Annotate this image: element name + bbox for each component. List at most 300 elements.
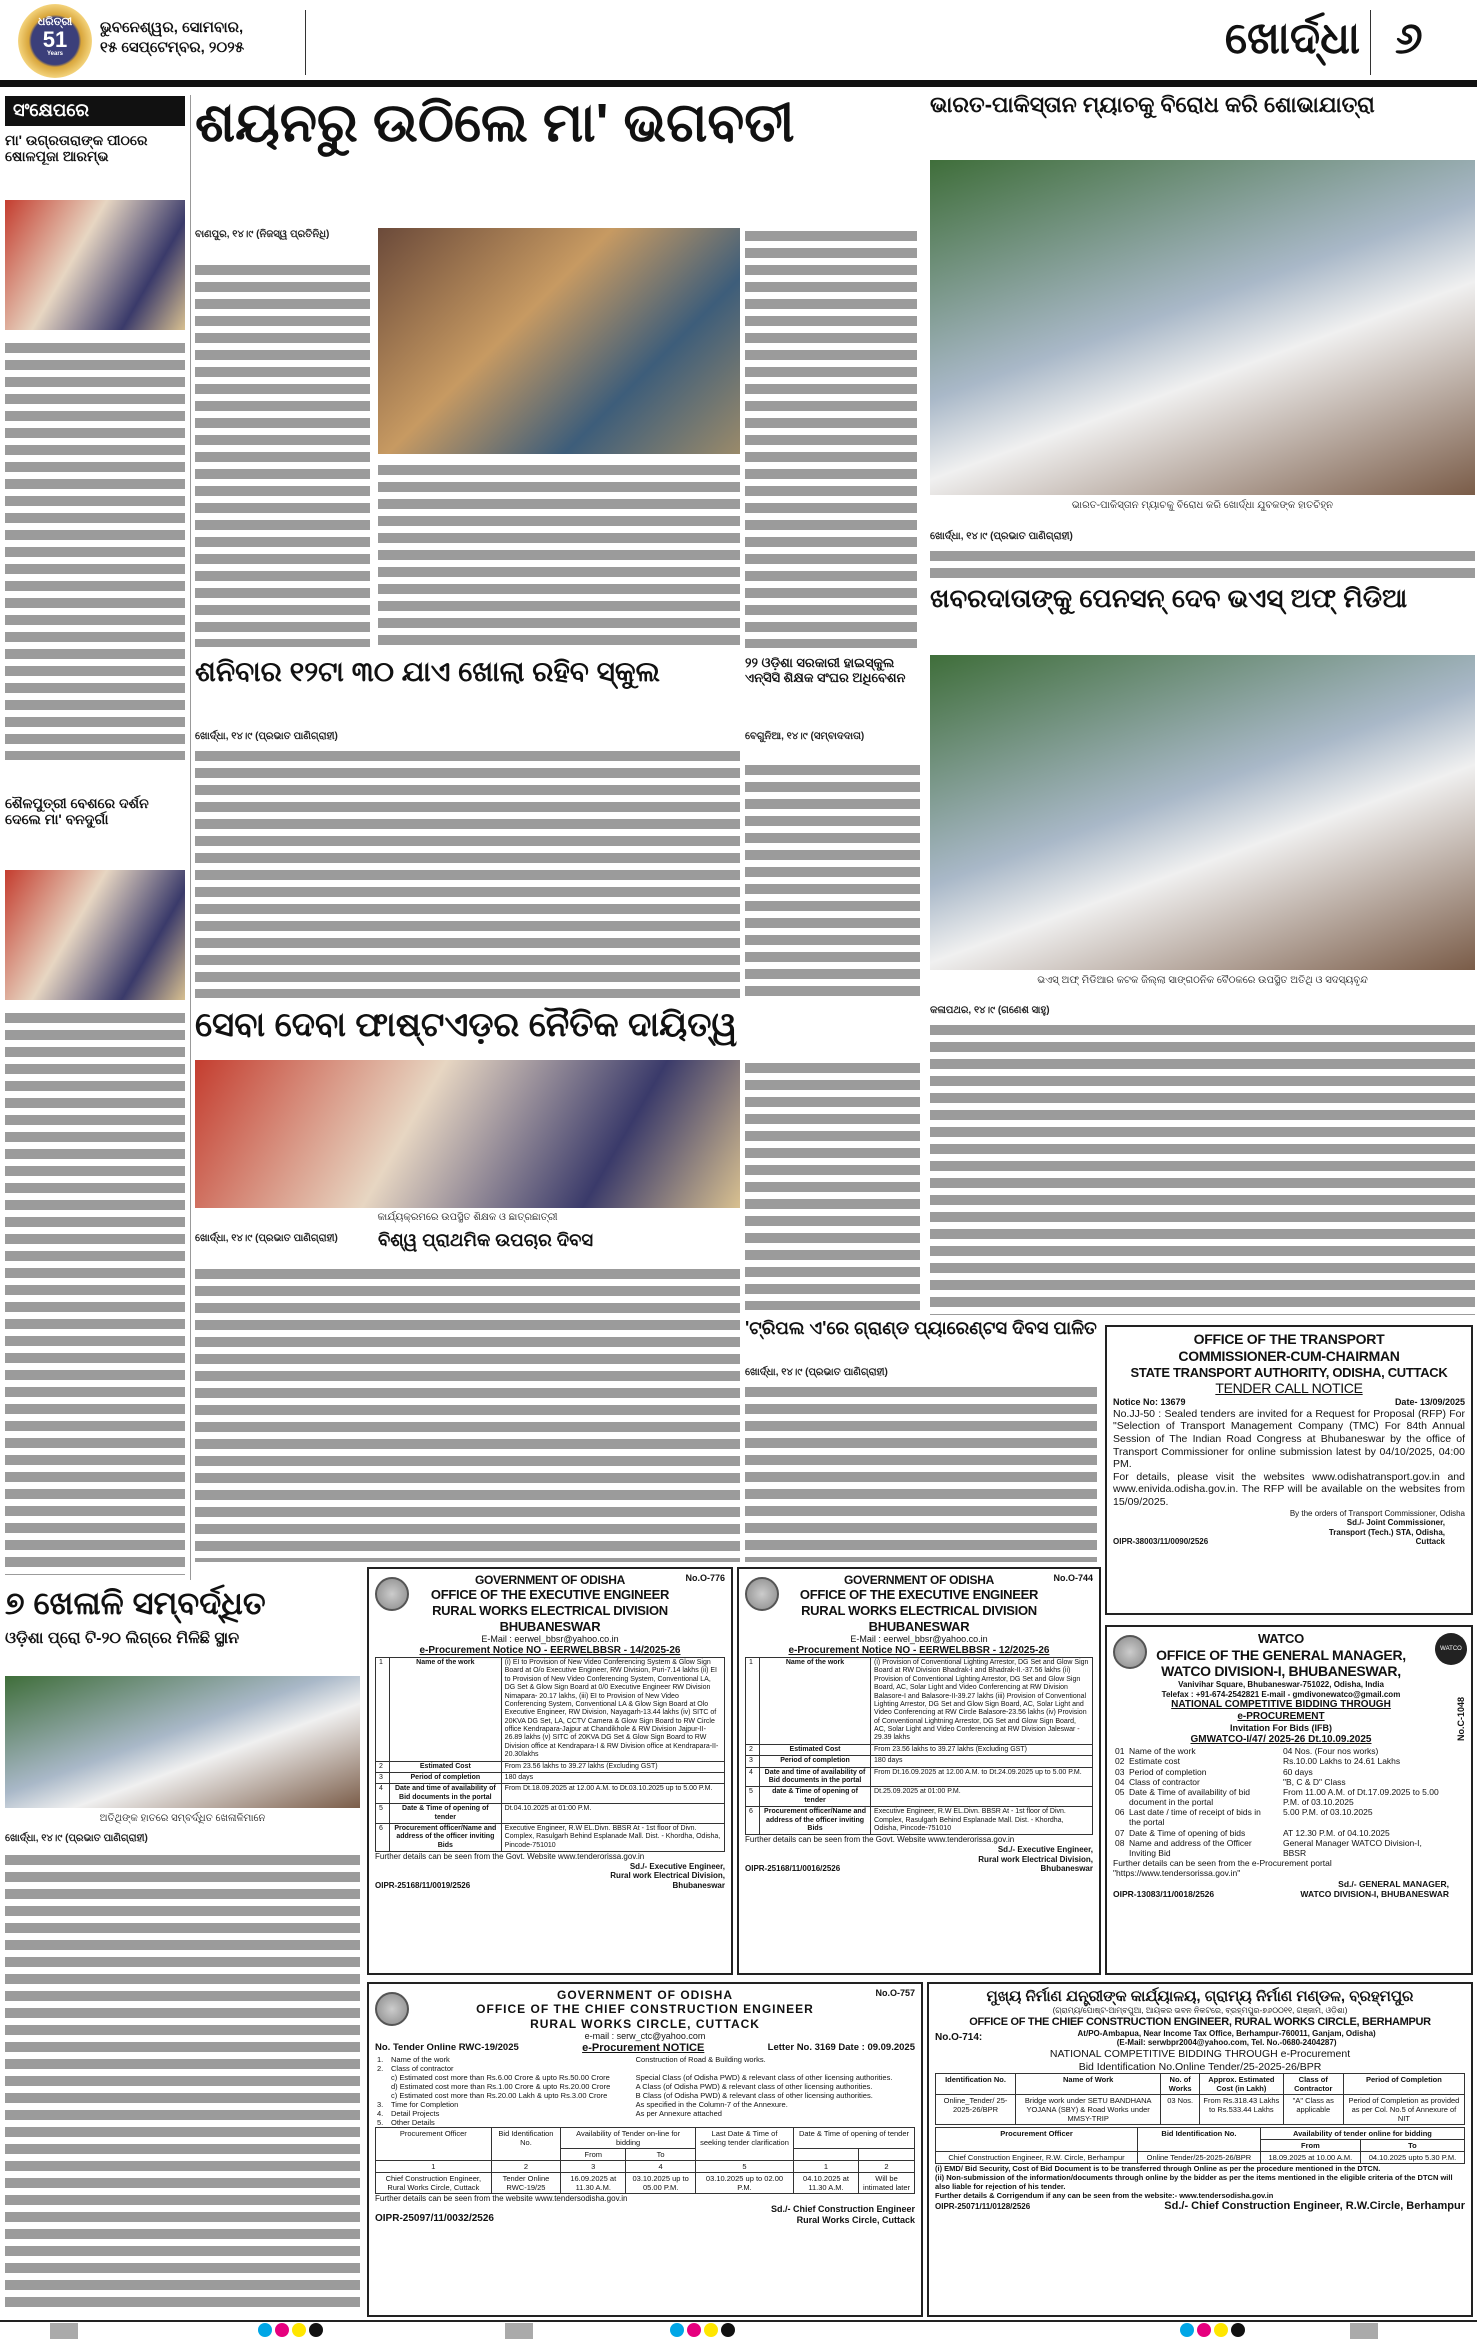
firstaid-headline: ସେବା ଦେବା ଫାଷ୍ଟଏଡ଼ର ନୈତିକ ଦାୟିତ୍ୱ (195, 1006, 738, 1044)
td: 1 (376, 2161, 492, 2173)
table-cell: 1 (376, 1657, 390, 1761)
table-row (1113, 1746, 1449, 1756)
table-cell: Date & Time of availability of bid document in the portal (1129, 1786, 1250, 1808)
notice-details: For details, please visit the websites www.odishatransport.gov.in and www.enivida.odisha.gov.in. The RFP will be available on the websites from 15/09/2025. (1113, 1470, 1465, 1508)
color-registration-marks (258, 2323, 326, 2342)
table-cell: Estimate cost (1129, 1756, 1181, 1767)
school-dateline: ଖୋର୍ଦ୍ଧା, ୧୪।୯ (ପ୍ରଭାତ ପାଣିଗ୍ରାହୀ) (195, 731, 338, 742)
table-cell: 08 (1115, 1837, 1125, 1848)
ad-title: OFFICE OF THE EXECUTIVE ENGINEER (430, 1587, 670, 1603)
players-subhead: ଓଡ଼ିଶା ପ୍ରୋ ଟି-୨୦ ଲିଗ୍‌ରେ ମିଳିଛି ସ୍ଥାନ (5, 1630, 240, 1647)
pension-dateline: କଳାପଥର, ୧୪।୯ (ଗଣେଶ ସାହୁ) (930, 1005, 1050, 1016)
table-cell: 5 (746, 1787, 760, 1807)
td: 04.10.2025 upto 5.30 P.M. (1360, 2152, 1464, 2164)
notice-body: No.JJ-50 : Sealed tenders are invited for a Request for Proposal (RFP) For "Selection of Transport Management Company (TMC) For 84th Annual Session of The Indian Road Congress at Bhubaneswar by the office of Transport Commissioner for online submission latest by 04/10/2025, 04:00 PM. (1113, 1407, 1465, 1471)
magenta-dot (687, 2323, 701, 2337)
table-cell: 07 (1115, 1827, 1125, 1838)
ad-further: Further details can be seen from the Govt. Website www.tenderorissa.gov.in (375, 1852, 645, 1862)
letter-no: Letter No. 3169 Date : 09.09.2025 (767, 2041, 915, 2053)
th: From (561, 2149, 626, 2161)
td: 03.10.2025 up to 02.00 P.M. (696, 2173, 794, 2194)
grandparents-headline: 'ଟ୍ରିପଲ ଏ'ରେ ଗ୍ରାଣ୍ଡ ପ୍ୟାରେଣ୍ଟସ ଦିବସ ପାଳିତ (745, 1318, 1097, 1338)
table-cell: From Dt.18.09.2025 at 12.00 A.M. to Dt.03.10.2025 up to 5.00 P.M. (501, 1784, 724, 1804)
ad-list (1113, 1746, 1449, 1858)
table-cell: 01 (1115, 1746, 1125, 1757)
td (859, 2149, 915, 2161)
logo-text: ଧରିତ୍ରୀ (37, 16, 73, 28)
td: Bridge work under SETU BANDHANA YOJANA (SBY) & Road Works under MMSY-TRIP (1016, 2095, 1161, 2125)
ad-title: RURAL WORKS CIRCLE, CUTTACK (530, 2016, 760, 2031)
rwed-tender-ad-14 (367, 1567, 733, 1975)
table-cell: 3. (377, 2100, 384, 2110)
ad-address: Vanivihar Square, Bhubaneswar-751022, Odisha, India (1178, 1680, 1384, 1690)
th: Name of Work (1016, 2074, 1161, 2095)
ad-title: RURAL WORKS ELECTRICAL DIVISION (432, 1602, 668, 1618)
td: Will be intimated later (859, 2173, 915, 2194)
masthead-rule (0, 80, 1477, 87)
ad-no: No.O-744 (1053, 1573, 1093, 1583)
main-body-col3 (745, 228, 917, 648)
main-body-col2 (378, 462, 740, 647)
table-cell: Estimated Cost (390, 1761, 502, 1772)
table-cell: 2 (376, 1761, 390, 1772)
table-cell: 5 (376, 1804, 390, 1824)
ad-further: Further details can be seen from the website www.tendersodisha.gov.in (375, 2194, 628, 2204)
players-dateline: ଖୋର୍ଦ୍ଧା, ୧୪।୯ (ପ୍ରଭାତ ପାଣିଗ୍ରାହୀ) (5, 1833, 148, 1844)
players-headline: ୭ ଖେଳାଳି ସମ୍ବର୍ଦ୍ଧିତ (5, 1585, 266, 1621)
notice-orders: By the orders of Transport Commissioner, Odisha (1289, 1508, 1465, 1518)
magenta-dot (1197, 2323, 1211, 2337)
teachers-dateline: ବେଗୁନିଆ, ୧୪।୯ (ସମ୍ବାଦଦାତା) (745, 731, 865, 742)
brief-item-1-title: ମା' ଉଗ୍ରତାରାଙ୍କ ପୀଠରେ ଷୋଳପୂଜା ଆରମ୍ଭ (5, 132, 148, 165)
td: 3 (561, 2161, 626, 2173)
table-cell: Name and address of the Officer Inviting Bid (1129, 1837, 1252, 1859)
td: 1 (793, 2161, 858, 2173)
ad-ncb: NATIONAL COMPETITIVE BIDDING THROUGH (1171, 1699, 1391, 1711)
ad-title: OFFICE OF THE EXECUTIVE ENGINEER (799, 1587, 1039, 1603)
signature: Rural work Electrical Division, (978, 1854, 1093, 1864)
table-cell: c) Estimated cost more than Rs.6.00 Crore & upto Rs.50.00 Crore (391, 2073, 610, 2083)
table-cell: 04 Nos. (Four nos works) (1282, 1746, 1379, 1757)
table-cell: Class of contractor (391, 2064, 454, 2074)
table-row (376, 1804, 725, 1824)
school-body (195, 748, 740, 998)
opening-table (375, 2127, 915, 2194)
ad-email: E-Mail : eerwel_bbsr@yahoo.co.in (850, 1634, 988, 1645)
odisha-emblem-icon (375, 1577, 409, 1611)
td: 16.09.2025 at 11.30 A.M. (561, 2173, 626, 2194)
ad-notice: e-Procurement NOTICE (582, 2041, 705, 2054)
table-cell: Name of the work (391, 2055, 450, 2065)
players-caption: ଅତିଥିଙ୍କ ହାତରେ ସମ୍ବର୍ଦ୍ଧିତ ଖେଳାଳିମାନେ (99, 1813, 266, 1824)
table-cell: Dt.25.09.2025 at 01:00 P.M. (871, 1787, 1093, 1807)
cce-berhampur-tender-ad (927, 1982, 1473, 2317)
ad-no: No.O-776 (685, 1573, 725, 1583)
ad-title: STATE TRANSPORT AUTHORITY, ODISHA, CUTTACK (1130, 1364, 1448, 1380)
table-cell (630, 2118, 915, 2127)
ad-odia-title: ମୁଖ୍ୟ ନିର୍ମାଣ ଯନ୍ତ୍ରୀଙ୍କ କାର୍ଯ୍ୟାଳୟ, ଗ୍ରାମ୍ୟ ନିର୍ମାଣ ମଣ୍ଡଳ, ବ୍ରହ୍ମପୁର (986, 1988, 1414, 2005)
yellow-dot (292, 2323, 306, 2337)
table-cell: Date & Time of opening of bids (1129, 1827, 1246, 1838)
th: Bid Identification No. (1137, 2128, 1260, 2152)
table-cell: Estimated Cost (760, 1744, 871, 1755)
table-cell: Name of the work (390, 1657, 502, 1761)
table-row (1113, 1777, 1449, 1787)
brief-item-2-body (5, 1010, 185, 1575)
grandparents-body (745, 1384, 1097, 1562)
td: Chief Construction Engineer, Rural Works Circle, Cuttack (376, 2173, 492, 2194)
table-cell: date & Time of opening of tender (760, 1787, 871, 1807)
table-cell: Last date / time of receipt of bids in the portal (1129, 1807, 1261, 1828)
table-cell: 3 (746, 1756, 760, 1767)
oipr-number: OIPR-25071/11/0128/2526 (935, 2202, 1031, 2212)
ad-notice: e-Procurement Notice NO - EERWELBBSR - 12/2025-26 (788, 1644, 1050, 1656)
players-photo (5, 1676, 360, 1808)
signature: Sd./- Executive Engineer, (629, 1861, 725, 1871)
signature: Bhubaneswar (1040, 1864, 1093, 1874)
table-cell: B Class (of Odisha PWD) & relevant class of other licensing authorities. (635, 2091, 873, 2101)
td: Tender Online RWC-19/25 (491, 2173, 561, 2194)
ad-ifb: Invitation For Bids (IFB) (1230, 1723, 1332, 1734)
pension-headline: ଖବରଦାତାଙ୍କୁ ପେନସନ୍ ଦେବ ଭଏସ୍ ଅଫ୍ ମିଡିଆ (930, 583, 1408, 613)
table-cell: 5.00 P.M. of 03.10.2025 (1282, 1807, 1373, 1818)
signature: Cuttack (1415, 1537, 1445, 1547)
procession-body (930, 548, 1475, 578)
notice-no: Notice No: 13679 (1113, 1396, 1186, 1407)
school-headline: ଶନିବାର ୧୨ଟା ୩୦ ଯାଏ ଖୋଲା ରହିବ ସ୍କୁଲ (195, 656, 660, 687)
ad-title: GOVERNMENT OF ODISHA (843, 1573, 994, 1587)
table-cell: AT 12.30 P.M. of 04.10.2025 (1282, 1827, 1390, 1838)
table-cell: Executive Engineer, R.W EL.Divn. BBSR At - 1st floor of Divn. Complex, Rasulgarh Behind Esplanade Mall. Dist. - Khordha, Odisha, Pincode-751010 (501, 1824, 724, 1852)
td: Online_Tender/ 25-2025-26/BPR (936, 2095, 1016, 2125)
table-cell: c) Estimated cost more than Rs.20.00 Lakh & upto Rs.3.00 Crore (391, 2091, 608, 2101)
table-row (375, 2082, 915, 2091)
black-dot (721, 2323, 735, 2337)
firstaid-body-right (745, 1060, 920, 1310)
table-cell: Construction of Road & Building works. (635, 2055, 766, 2065)
odisha-emblem-icon (1113, 1635, 1147, 1669)
th: Approx. Estimated Cost (in Lakh) (1200, 2074, 1284, 2095)
work-table (935, 2073, 1465, 2125)
table-row (375, 2055, 915, 2064)
table-cell: 04 (1115, 1776, 1125, 1787)
table-cell (375, 2073, 389, 2082)
table-cell: Period of completion (1129, 1766, 1207, 1777)
table-cell: 2 (746, 1744, 760, 1755)
bid-table (935, 2127, 1465, 2164)
oipr-number: OIPR-25097/11/0032/2526 (375, 2213, 494, 2225)
table-cell: Detail Projects (391, 2109, 440, 2119)
table-cell: (i) Provision of Conventional Lighting Arrestor, DG Set and Glow Sign Board at RW Division Bhadrak-I and Bhadrak-II.-37.56 lakhs (ii) Provision of Conventional Lighting Arrestor, DG Set and Glow Sign Board, AC, Solar Light and Video Conferencing at RW Division Balasore-I and Balasore-II-39.27 lakhs (iii) Provision of Conventional Lighting Arrestor, DG Set and Glow Sign Board, AC, Solar Light and Video Conferencing at RW Circle Balasore-23.56 lakhs (iv) Provision of Conventional Lightning Arrestor, DG Set and Glow Sign Board, AC, Solar Light and Video Conferencing at RW Division Jaleswar - 29.39 lakhs (871, 1657, 1093, 1744)
ad-email: E-Mail : eerwel_bbsr@yahoo.co.in (481, 1634, 619, 1645)
oipr-number: OIPR-25168/11/0016/2526 (745, 1864, 841, 1874)
table-row (746, 1787, 1093, 1807)
table-cell: From 11.00 A.M. of Dt.17.09.2025 to 5.00 P.M. of 03.10.2025 (1282, 1786, 1439, 1808)
ad-title: OFFICE OF THE CHIEF CONSTRUCTION ENGINEER (476, 2002, 814, 2017)
table-cell: A Class (of Odisha PWD) & relevant class of other licensing authorities. (635, 2082, 873, 2092)
page-number: ୬ (1395, 14, 1423, 63)
td (793, 2149, 858, 2161)
table-row (746, 1807, 1093, 1835)
firstaid-photo (195, 1060, 740, 1208)
firstaid-subhead: ବିଶ୍ୱ ପ୍ରାଥମିକ ଉପଚାର ଦିବସ (378, 1230, 594, 1250)
pension-caption: ଭଏସ୍ ଅଫ୍ ମିଡିଆର କଟକ ଜିଲ୍ଲା ସାଙ୍ଗଠନିକ ବୈଠକରେ ଉପସ୍ଥିତ ଅତିଥି ଓ ସଦସ୍ୟବୃନ୍ଦ (1037, 975, 1368, 986)
table-cell: Rs.10.00 Lakhs to 24.61 Lakhs (1282, 1756, 1401, 1767)
tender-no: No. Tender Online RWC-19/2025 (375, 2041, 519, 2053)
table-row (375, 2073, 915, 2082)
ad-list (375, 2055, 915, 2127)
table-cell: From Dt.16.09.2025 at 12.00 A.M. to Dt.24.09.2025 up to 5.00 P.M. (871, 1767, 1093, 1787)
ad-further: Further details can be seen from the Govt. Website www.tenderorissa.gov.in (745, 1835, 1015, 1845)
table-row (376, 1773, 725, 1784)
masthead-date (100, 18, 300, 59)
ad-title: WATCO (1258, 1631, 1304, 1646)
signature: Rural work Electrical Division, (610, 1871, 725, 1881)
th: Last Date & Time of seeking tender clarification (696, 2128, 794, 2161)
signature: Sd./- GENERAL MANAGER, (1338, 1878, 1449, 1889)
signature: Rural Works Circle, Cuttack (796, 2214, 915, 2225)
firstaid-body (195, 1266, 740, 1562)
th: No. of Works (1161, 2074, 1200, 2095)
ad-odia-address: (ଗ୍ରାମ୍ୟ/ପୋଷ୍ଟ-ଆମ୍ବପୁଆ, ଆୟକର ଭବନ ନିକଟରେ, ବ୍ରହ୍ମପୁର-୭୬୦୦୧୧, ଗଞ୍ଜାମ, ଓଡ଼ିଶା) (1052, 2006, 1348, 2015)
logo-sub: Years (46, 51, 64, 57)
procession-dateline: ଖୋର୍ଦ୍ଧା, ୧୪।୯ (ପ୍ରଭାତ ପାଣିଗ୍ରାହୀ) (930, 531, 1073, 542)
date-line-1: ଭୁବନେଶ୍ୱର, ସୋମବାର, (100, 19, 244, 36)
signature: Transport (Tech.) STA, Odisha, (1328, 1527, 1445, 1537)
ad-title: BHUBANESWAR (868, 1618, 970, 1634)
signature: Sd./- Joint Commissioner, (1346, 1518, 1445, 1528)
color-registration-marks (670, 2323, 738, 2342)
th: To (1360, 2140, 1464, 2152)
print-mark (505, 2323, 533, 2339)
table-cell: 6 (746, 1807, 760, 1835)
signature: Sd./- Executive Engineer, (997, 1844, 1093, 1854)
td: 2 (859, 2161, 915, 2173)
brief-photo-2 (5, 870, 185, 1000)
ad-title: WATCO DIVISION-I, BHUBANESWAR, (1161, 1663, 1401, 1680)
yellow-dot (1214, 2323, 1228, 2337)
table-row (376, 1657, 725, 1761)
ad-eproc: e-PROCUREMENT (1237, 1711, 1325, 1723)
grandparents-dateline: ଖୋର୍ଦ୍ଧା, ୧୪।୯ (ପ୍ରଭାତ ପାଣିଗ୍ରାହୀ) (745, 1367, 888, 1378)
main-temple-photo (378, 228, 740, 454)
th: Class of Contractor (1283, 2074, 1343, 2095)
ad-title: OFFICE OF THE CHIEF CONSTRUCTION ENGINEER, RURAL WORKS CIRCLE, BERHAMPUR (969, 2015, 1431, 2028)
procession-caption: ଭାରତ-ପାକିସ୍ତାନ ମ୍ୟାଚକୁ ବିରୋଧ କରି ଖୋର୍ଦ୍ଧା ଯୁବକଙ୍କ ହାତଚିହ୍ନ (1071, 500, 1334, 511)
ad-note: Further details & Corrigendum if any can be seen from the website:- www.tendersodisha.gov.in (935, 2191, 1274, 2201)
table-cell: 4 (376, 1784, 390, 1804)
section-name: ଖୋର୍ଦ୍ଧା (1224, 14, 1360, 63)
td: 03.10.2025 up to 05.00 P.M. (626, 2173, 696, 2194)
ad-title: OFFICE OF THE TRANSPORT (1193, 1331, 1385, 1347)
table-row (375, 2100, 915, 2109)
ad-email: e-mail : serw_ctc@yahoo.com (584, 2031, 706, 2042)
table-row (746, 1767, 1093, 1787)
cyan-dot (258, 2323, 272, 2337)
th: Period of Completion (1343, 2074, 1464, 2095)
ad-title: GOVERNMENT OF ODISHA (556, 1988, 733, 2002)
color-registration-marks (1180, 2323, 1248, 2342)
th: Availability of Tender on-line for bidding (561, 2128, 696, 2149)
ad-title: BHUBANESWAR (499, 1618, 601, 1634)
signature: Sd./- Chief Construction Engineer, R.W.Circle, Berhampur (1164, 2200, 1465, 2213)
brief-item-1-body (5, 340, 185, 760)
table-cell: 5. (377, 2118, 384, 2128)
table-row (375, 2118, 915, 2127)
th: Availability of tender online for bidding (1260, 2128, 1464, 2140)
table-cell: 180 days (501, 1773, 724, 1784)
magenta-dot (275, 2323, 289, 2337)
oipr-number: OIPR-25168/11/0019/2526 (375, 1880, 471, 1890)
table-cell: 4. (377, 2109, 384, 2119)
table-cell: 02 (1115, 1756, 1125, 1767)
teachers-body (745, 762, 920, 1000)
ad-telefax: Telefax : +91-674-2542821 E-mail - gmdivonewatco@gmail.com (1161, 1689, 1401, 1699)
ad-bid-id: Bid Identification No.Online Tender/25-2025-26/BPR (1078, 2060, 1322, 2073)
odisha-emblem-icon (745, 1577, 779, 1611)
table-cell (375, 2091, 389, 2100)
table-cell: "B, C & D" Class (1282, 1776, 1346, 1787)
ad-no: No.C-1048 (1456, 1697, 1467, 1742)
td: "A" Class as applicable (1283, 2095, 1343, 2125)
table-cell: From 23.56 lakhs to 39.27 lakhs (Excluding GST) (871, 1744, 1093, 1755)
table-cell: 06 (1115, 1807, 1125, 1818)
teachers-headline: ୨୨ ଓଡ଼ିଶା ସରକାରୀ ହାଇସ୍କୁଲ ଏନ୍‌ସିସି ଶିକ୍ଷକ ସଂଘର ଅଧିବେଶନ (745, 655, 906, 685)
table-cell: 05 (1115, 1786, 1125, 1797)
th: Procurement Officer (376, 2128, 492, 2161)
ad-notice: e-Procurement Notice NO - EERWELBBSR - 14/2025-26 (419, 1644, 681, 1656)
table-cell: General Manager WATCO Division-I, BBSR (1282, 1837, 1422, 1859)
print-mark (1350, 2323, 1378, 2339)
brief-label: ସଂକ୍ଷେପରେ (5, 96, 185, 126)
table-cell: 4 (746, 1767, 760, 1787)
table-cell: 60 days (1282, 1766, 1313, 1777)
table-row (376, 1761, 725, 1772)
main-dateline: ବାଣପୁର, ୧୪।୯ (ନିଜସ୍ୱ ପ୍ରତିନିଧି) (195, 229, 330, 240)
td: 04.10.2025 at 11.30 A.M. (793, 2173, 858, 2194)
transport-tender-ad (1105, 1325, 1473, 1615)
table-cell: Procurement officer/Name and address of the officer inviting Bids (760, 1807, 871, 1835)
td: Chief Construction Engineer, R.W. Circle, Berhampur (936, 2152, 1138, 2164)
table-row (375, 2109, 915, 2118)
table-cell: Other Details (391, 2118, 435, 2128)
table-row (1113, 1828, 1449, 1838)
table-cell: 6 (376, 1824, 390, 1852)
table-cell: Procurement officer/Name and address of the officer inviting Bids (390, 1824, 502, 1852)
ad-title: GOVERNMENT OF ODISHA (474, 1573, 625, 1587)
ad-table (375, 1657, 725, 1852)
cce-cuttack-tender-ad (367, 1982, 923, 2317)
ad-title: COMMISSIONER-CUM-CHAIRMAN (1178, 1347, 1400, 1364)
td: 4 (626, 2161, 696, 2173)
table-cell: Executive Engineer, R.W EL.Divn. BBSR At - 1st floor of Divn. Complex, Rasulgarh Behind Esplanade Mall. Dist. - Khordha, Odisha, Pincode-751010 (871, 1807, 1093, 1835)
table-cell: Period of completion (390, 1773, 502, 1784)
ad-address: At/PO-Ambapua, Near Income Tax Office, Berhampur-760011, Ganjam, Odisha) (1077, 2028, 1376, 2038)
td: 03 Nos. (1161, 2095, 1200, 2125)
signature: WATCO DIVISION-I, BHUBANESWAR (1300, 1888, 1449, 1899)
table-cell (375, 2082, 389, 2091)
td: 5 (696, 2161, 794, 2173)
table-cell: 03 (1115, 1766, 1125, 1777)
yellow-dot (704, 2323, 718, 2337)
table-row (375, 2064, 915, 2073)
footer-rule (0, 2320, 1477, 2322)
table-cell: Time for Completion (391, 2100, 459, 2110)
table-cell: Date and time of availability of Bid documents in the portal (390, 1784, 502, 1804)
table-cell: Name of the work (1129, 1746, 1196, 1757)
td: From Rs.318.43 Lakhs to Rs.533.44 Lakhs (1200, 2095, 1284, 2125)
table-row (1113, 1838, 1449, 1858)
date-line-2: ୧୫ ସେପ୍ଟେମ୍ବର, ୨୦୨୫ (100, 39, 245, 57)
procession-headline: ଭାରତ-ପାକିସ୍ତାନ ମ୍ୟାଚକୁ ବିରୋଧ କରି ଶୋଭାଯାତ୍ରା (930, 92, 1375, 117)
notice-date: Date- 13/09/2025 (1394, 1396, 1465, 1407)
pension-photo (930, 655, 1475, 970)
print-mark (50, 2323, 78, 2339)
table-cell: Dt.04.10.2025 at 01:00 P.M. (501, 1804, 724, 1824)
ad-title: RURAL WORKS ELECTRICAL DIVISION (801, 1602, 1037, 1618)
watco-logo: WATCO (1435, 1633, 1467, 1665)
table-cell: (i) EI to Provision of New Video Conferencing System & Glow Sign Board at O/o Executive Engineer, RW Division, Puri-7.14 lakhs (ii) EI to Provision of New Video Conferencing System, Conventional LA, DG Set & Glow Sign Board at 0/0 Executive Engineer RW Division Nimapara- 20.17 lakhs, (iii) EI to Provision of New Video Conferencing System, Conventional LA & Glow Sign Board at Olo Executive Engineer, RW Division, Nayagarh-13.44 lakhs (iv) SITC of 20KVA DG Set, LA, CCTV Camera & Glow Sign Board to RW Circle office Kendrapara-Jajpur at Chandikhole & RW Division Jajpur-II-26.89 lakhs (v) SITC of 20KVA DG Set & Glow Sign Board to RW Division office at Kendrapara-I & RW Division office at Kendrapara-II-20.30lakhs (501, 1657, 724, 1761)
table-cell: Period of completion (760, 1756, 871, 1767)
td: Online Tender/25-2025-26/BPR (1137, 2152, 1260, 2164)
table-cell: Class of contractor (1129, 1776, 1200, 1787)
td: 2 (491, 2161, 561, 2173)
table-cell: Special Class (of Odisha PWD) & relevant class of other licensing authorities. (635, 2073, 893, 2083)
main-headline: ଶୟନରୁ ଉଠିଲେ ମା' ଭଗବତୀ (195, 93, 795, 153)
table-cell: 180 days (871, 1756, 1093, 1767)
table-row (1113, 1767, 1449, 1777)
table-cell: d) Estimated cost more than Rs.1.00 Crore & upto Rs.20.00 Crore (391, 2082, 611, 2092)
procession-photo (930, 160, 1475, 495)
signature: Bhubaneswar (672, 1880, 725, 1890)
table-row (1113, 1807, 1449, 1827)
table-cell: As per Annexure attached (635, 2109, 722, 2119)
table-cell: Date and time of availability of Bid documents in the portal (760, 1767, 871, 1787)
ad-no: No.O-757 (875, 1988, 915, 1998)
ad-ncb: NATIONAL COMPETITIVE BIDDING THROUGH e-Procurement (1049, 2047, 1351, 2060)
firstaid-caption: କାର୍ଯ୍ୟକ୍ରମରେ ଉପସ୍ଥିତ ଶିକ୍ଷକ ଓ ଛାତ୍ରଛାତ୍ରୀ (377, 1212, 558, 1223)
table-cell: From 23.56 lakhs to 39.27 lakhs (Excluding GST) (501, 1761, 724, 1772)
table-cell: As specified in the Column-7 of the Annexure. (635, 2100, 788, 2110)
pension-body (930, 1022, 1475, 1315)
odisha-emblem-icon (375, 1992, 409, 2026)
oipr-number: OIPR-13083/11/0018/2526 (1113, 1888, 1215, 1899)
table-cell: Name of the work (760, 1657, 871, 1744)
td: Period of Completion as provided as per Col. No.5 of Annexure of NIT (1343, 2095, 1464, 2125)
cyan-dot (670, 2323, 684, 2337)
ad-no: No.O-714: (935, 2032, 983, 2044)
black-dot (1231, 2323, 1245, 2337)
th: Identification No. (936, 2074, 1016, 2095)
black-dot (309, 2323, 323, 2337)
ad-table (745, 1657, 1093, 1835)
table-row (376, 1824, 725, 1852)
table-cell: 1. (377, 2055, 384, 2065)
ad-note: (ii) Non-submission of the information/documents through online by the bidder as per the items mentioned in the eligible criteria of the DTCN will also liable for rejection of his tender. (935, 2173, 1453, 2192)
table-cell (630, 2064, 915, 2073)
table-row (375, 2091, 915, 2100)
masthead-logo (18, 4, 92, 78)
table-row (376, 1784, 725, 1804)
players-body (5, 1852, 360, 2310)
table-row (1113, 1756, 1449, 1766)
ad-note: (i) EMD/ Bid Security, Cost of Bid Document is to be transferred through Online as per the procedure mentioned in the DTCN. (935, 2164, 1381, 2174)
ad-email: (E-Mail: serwbpr2004@yahoo.com, Tel. No.-0680-2404287) (1116, 2038, 1337, 2048)
watco-tender-ad (1105, 1625, 1473, 1975)
th: From (1260, 2140, 1360, 2152)
brief-photo-1 (5, 200, 185, 330)
firstaid-dateline: ଖୋର୍ଦ୍ଧା, ୧୪।୯ (ପ୍ରଭାତ ପାଣିଗ୍ରାହୀ) (195, 1233, 338, 1244)
